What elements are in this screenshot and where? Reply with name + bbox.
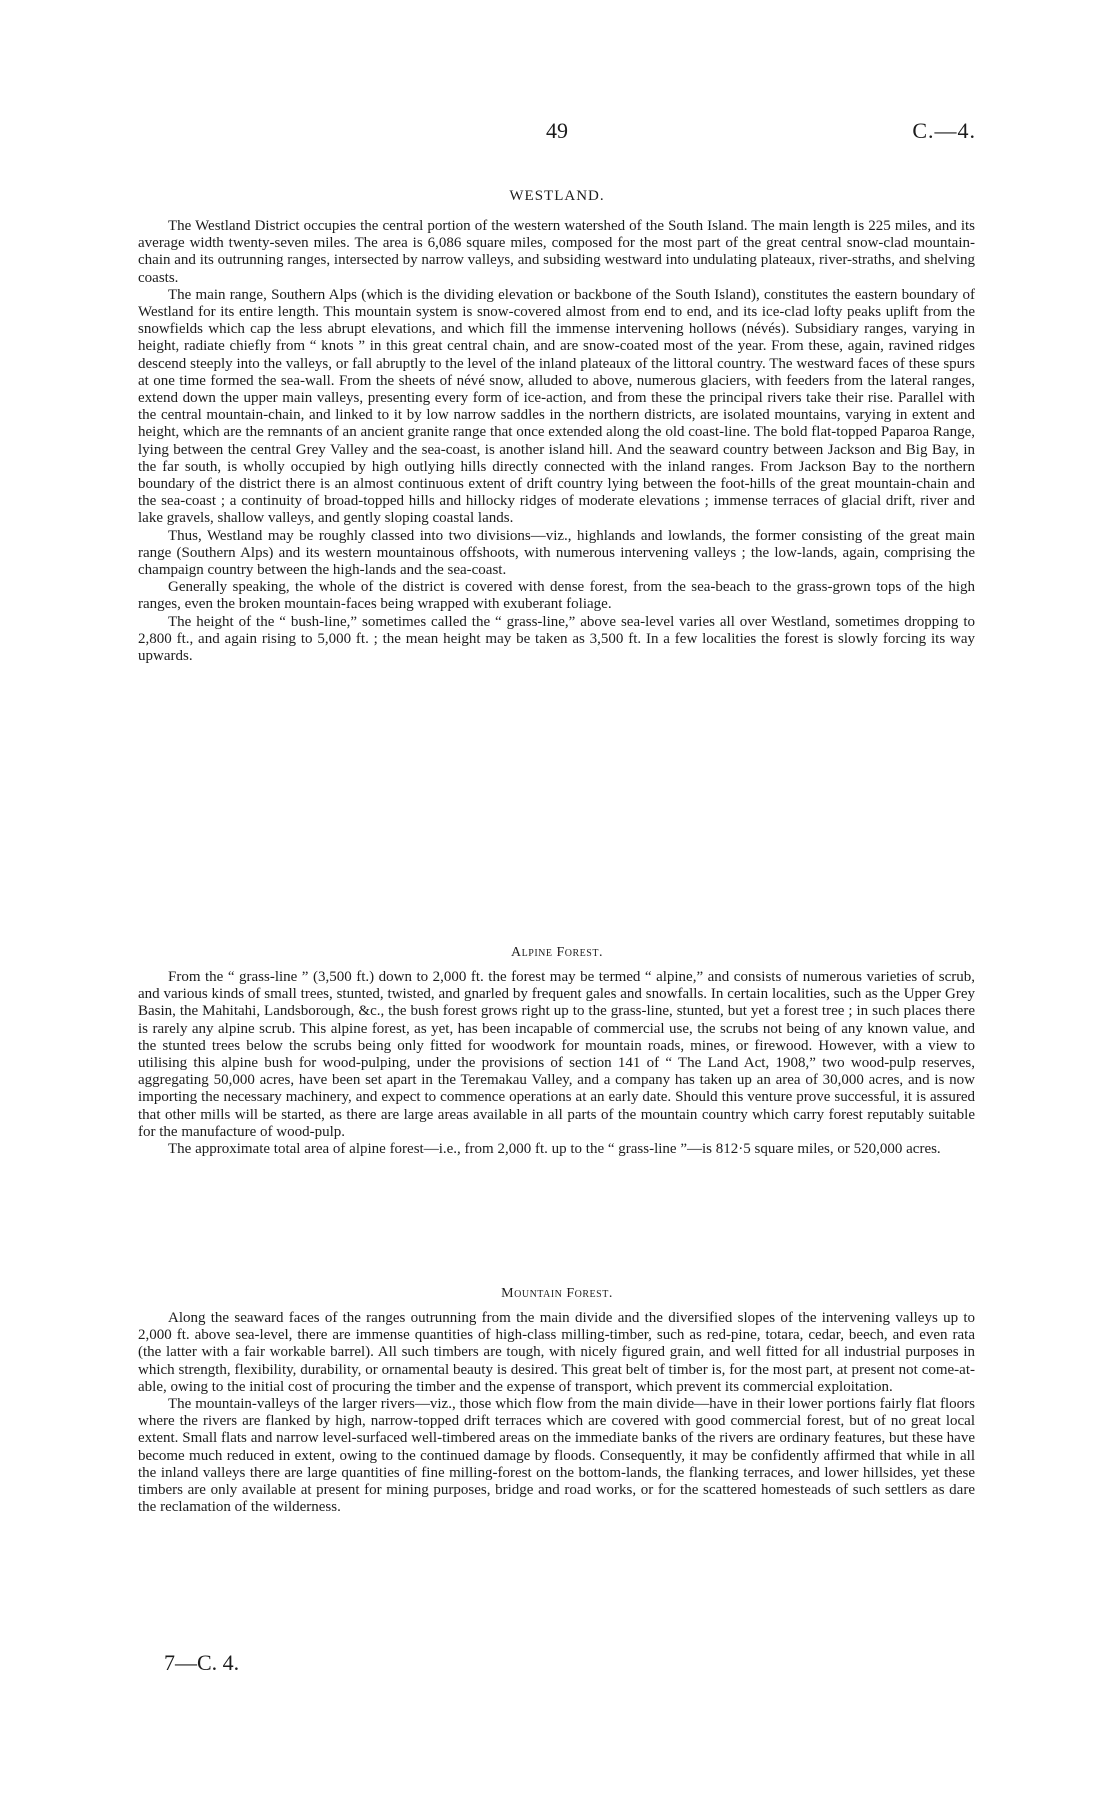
paragraph: The mountain-valleys of the larger rivers—viz., those which flow from the main divide—have in their lower portions fairly flat floors where the rivers are flanked by high, narrow-topped drift terraces which are covered with good commercial forest, but of no great local extent. Small flats and narrow level-surfaced well-timbered areas on the immediate banks of the rivers are ordinary features, but these have become much reduced in extent, owing to the continued damage by floods. Consequently, it may be confidently affirmed that while in all the inland valleys there are large quantities of fine milling-forest on the bottom-lands, the flanking terraces, and lower hillsides, yet these timbers are only available at present for mining purposes, bridge and road works, or for the scattered homesteads of such settlers as dare the reclamation of the wilderness. xyxy=(138,1396,975,1516)
paragraph: Along the seaward faces of the ranges outrunning from the main divide and the diversified slopes of the intervening valleys up to 2,000 ft. above sea-level, there are immense quantities of high-class milling-timber, such as red-pine, totara, cedar, beech, and even rata (the latter with a fair workable barrel). All such timbers are tough, with nicely figured grain, and well fitted for all industrial purposes in which strength, flexibility, durability, or ornamental beauty is desired. This great belt of timber is, for the most part, at present not come-at-able, owing to the initial cost of procuring the timber and the expense of transport, which prevent its commercial exploitation. xyxy=(138,1310,975,1395)
paragraph: The Westland District occupies the central portion of the western watershed of the South Island. The main length is 225 miles, and its average width twenty-seven miles. The area is 6,086 square miles, composed for the most part of the great central snow-clad mountain-chain and its outrunning ranges, intersected by narrow valleys, and subsiding westward into undulating plateaux, river-straths, and shelving coasts. xyxy=(138,218,975,286)
page-number: 49 xyxy=(546,118,568,143)
paragraph: The main range, Southern Alps (which is the dividing elevation or backbone of the South Island), constitutes the eastern boundary of Westland for its entire length. This mountain system is snow-covered almost from end to end, and its ice-clad lofty peaks uplift from the snowfields which cap the less abrupt elevations, and which fill the immense intervening hollows (névés). Subsidiary ranges, varying in height, radiate chiefly from “ knots ” in this great central chain, and are snow-coated most of the year. From these, again, ravined ridges descend steeply into the valleys, or fall abruptly to the level of the inland plateaux of the littoral country. The westward faces of these spurs at one time formed the sea-wall. From the sheets of névé snow, alluded to above, numerous glaciers, with feeders from the lateral ranges, extend down the upper main valleys, presenting every form of ice-action, and from these the principal rivers take their rise. Parallel with the central mountain-chain, and linked to it by low narrow saddles in the northern districts, are isolated mountains, varying in extent and height, which are the remnants of an ancient granite range that once extended along the old coast-line. The bold flat-topped Paparoa Range, lying between the central Grey Valley and the sea-coast, is another island hill. And the seaward country between Jackson and Big Bay, in the far south, is wholly occupied by high outlying hills directly connected with the inland ranges. From Jackson Bay to the northern boundary of the district there is an almost continuous extent of drift country lying between the foot-hills of the great mountain-chain and the sea-coast ; a continuity of broad-topped hills and hillocky ridges of moderate elevations ; immense terraces of glacial drift, river and lake gravels, shallow valleys, and gently sloping coastal lands. xyxy=(138,286,975,527)
mountain-forest-section xyxy=(138,1310,975,1516)
sheet-signature: 7—C. 4. xyxy=(164,1650,240,1675)
paragraph: Generally speaking, the whole of the district is covered with dense forest, from the sea-beach to the grass-grown tops of the high ranges, even the broken mountain-faces being wrapped with exuberant foliage. xyxy=(138,579,975,613)
mountain-forest-heading: Mountain Forest. xyxy=(501,1286,613,1301)
page-title: WESTLAND. xyxy=(509,188,605,204)
westland-intro-section xyxy=(138,218,975,665)
paragraph: From the “ grass-line ” (3,500 ft.) down to 2,000 ft. the forest may be termed “ alpine,” and consists of numerous varieties of scrub, and various kinds of small trees, stunted, twisted, and gnarled by frequent gales and snowfalls. In certain localities, such as the Upper Grey Basin, the Mahitahi, Landsborough, &c., the bush forest grows right up to the grass-line, stunted, but yet a forest tree ; in such places there is rarely any alpine scrub. This alpine forest, as yet, has been incapable of commercial use, the scrubs not being of any known value, and the stunted trees below the scrubs being only fitted for woodwork for mountain roads, mines, or firewood. However, with a view to utilising this alpine bush for wood-pulping, under the provisions of section 141 of “ The Land Act, 1908,” two wood-pulp reserves, aggregating 50,000 acres, have been set apart in the Teremakau Valley, and a company has taken up an area of 30,000 acres, and is now importing the necessary machinery, and expect to commence operations at an early date. Should this venture prove successful, it is assured that other mills will be started, as there are large areas available in all parts of the mountain country which carry forest reputably suitable for the manufacture of wood-pulp. xyxy=(138,969,975,1140)
paragraph: The approximate total area of alpine forest—i.e., from 2,000 ft. up to the “ grass-line ”—is 812·5 square miles, or 520,000 acres. xyxy=(168,1141,941,1158)
alpine-forest-section xyxy=(138,969,975,1158)
paragraph: The height of the “ bush-line,” sometimes called the “ grass-line,” above sea-level varies all over Westland, sometimes dropping to 2,800 ft., and again rising to 5,000 ft. ; the mean height may be taken as 3,500 ft. In a few localities the forest is slowly forcing its way upwards. xyxy=(138,613,975,665)
paragraph: Thus, Westland may be roughly classed into two divisions—viz., highlands and lowlands, the former consisting of the great main range (Southern Alps) and its western mountainous offshoots, with numerous intervening valleys ; the low-lands, again, comprising the champaign country between the high-lands and the sea-coast. xyxy=(138,527,975,579)
document-reference: C.—4. xyxy=(912,118,976,143)
alpine-forest-heading: Alpine Forest. xyxy=(511,945,603,960)
